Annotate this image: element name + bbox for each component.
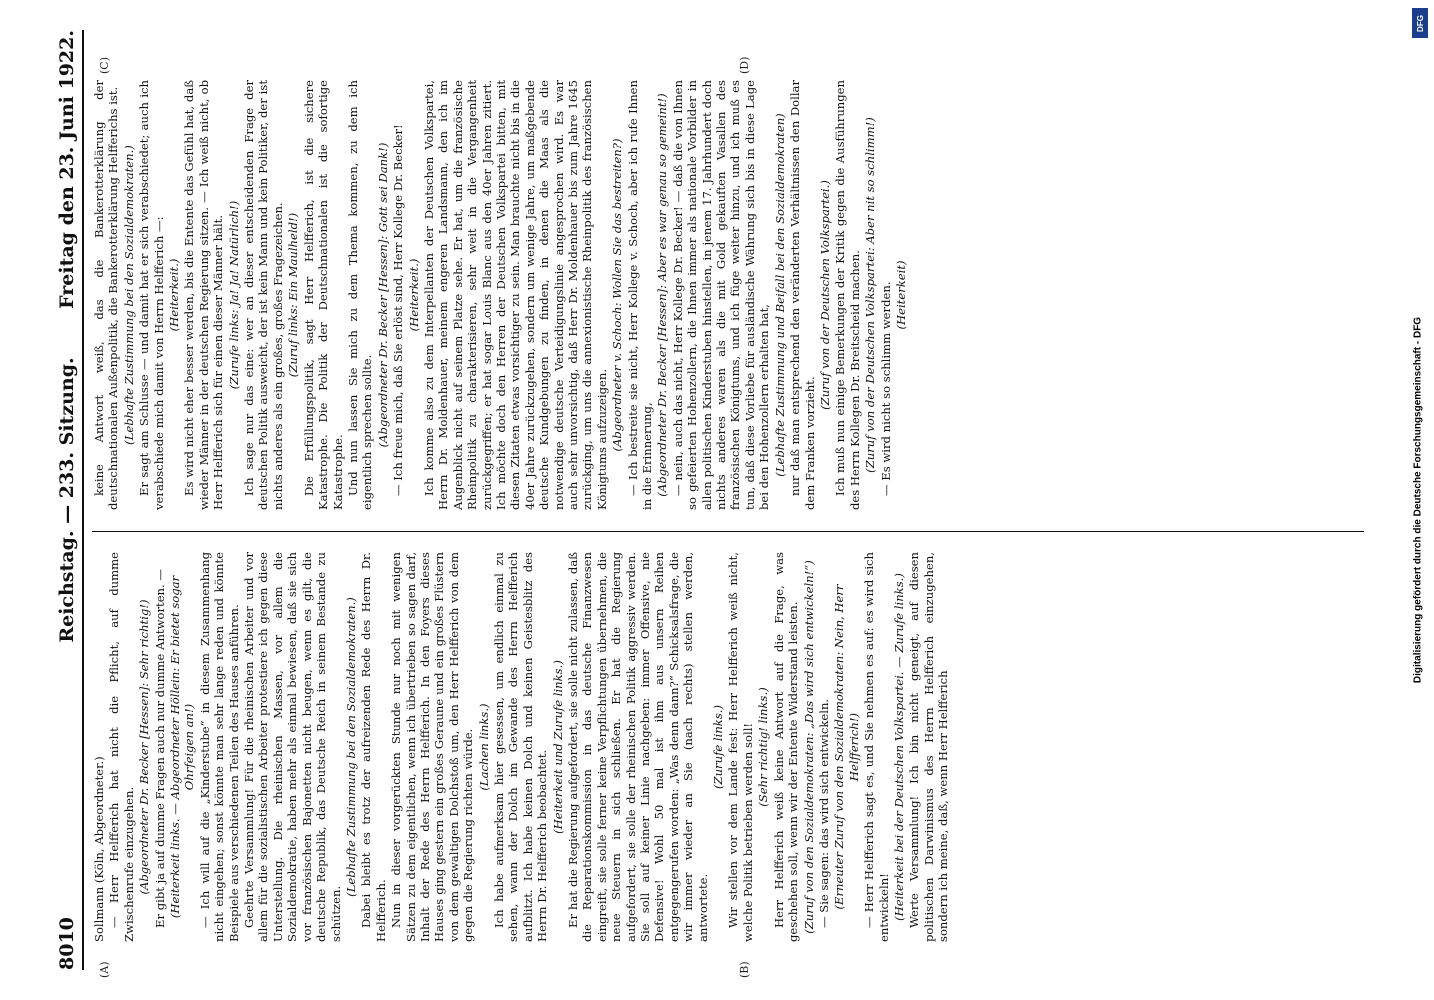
- paragraph: Die Erfüllungspolitik, sagt Herr Helfferich, ist die sichere Katastrophe. Die Politik der Deutschnationalen ist die sofortige Katastrophe.: [301, 80, 345, 510]
- paragraph: Und nun lassen Sie mich zu dem Thema kommen, zu dem ich eigentlich sprechen sollte.: [345, 80, 375, 510]
- margin-marker-d: (D): [738, 56, 751, 74]
- margin-marker-a: (A): [98, 961, 111, 978]
- paragraph: — Sie sagen: das wird sich entwickeln.: [816, 698, 831, 928]
- paragraph: Es wird nicht eher besser werden, bis die Entente das Gefühl hat, daß wieder Männer in der deutschen Regierung sitzen. — Ich weiß nicht, ob Herr Helfferich sich für einen dieser Männer hält.: [182, 80, 226, 510]
- interjection: (Abgeordneter v. Schoch: Wollen Sie das bestreiten?): [610, 138, 625, 452]
- rotated-page: [48, 20, 1368, 980]
- interjection: (Abgeordneter Dr. Becker [Hessen]: Aber es war genau so gemeint!): [655, 93, 670, 497]
- interjection: (Zurufe links.): [711, 705, 726, 789]
- interjection: (Heiterkeit.): [406, 258, 421, 332]
- paragraph: — Es wird nicht so schlimm werden.: [878, 281, 893, 496]
- paragraph: nur daß man entsprechend den veränderten Verhältnissen den Dollar dem Franken vorzieht.: [788, 80, 817, 510]
- paragraph: Werte Versammlung! Ich bin nicht geneigt, auf diesen politischen Darwinismus des Herrn Helfferich einzugehen, sondern ich meine, daß, wenn Herr Helfferich: [907, 552, 951, 942]
- paragraph: Geehrte Versammlung! Für die rheinischen Arbeiter und vor allem für die sozialistischen Arbeiter protestiere ich gegen diese Unterstellung. Die rheinischen Massen, vor allem die Sozialdemokratie, haben mehr als einmal bewiesen, daß sie sich vor französischen Bajonetten nicht beugen, wenn es gilt, die deutsche Republik, das Deutsche Reich in seinem Bestande zu schützen.: [242, 552, 343, 942]
- digitization-credit: Digitalisierung gefördert durch die Deutsche Forschungsgemeinschaft - DFG: [1412, 316, 1424, 684]
- interjection: (Lebhafte Zustimmung bei den Sozialdemokraten.): [121, 145, 136, 445]
- interjection: (Heiterkeit und Zurufe links.): [550, 660, 565, 834]
- interjection: (Lebhafte Zustimmung bei den Sozialdemokraten.): [343, 597, 358, 897]
- interjection: (Abgeordneter Dr. Becker [Hessen]: Sehr richtig!): [137, 599, 152, 895]
- paragraph: — Herr Helfferich sagt es, und Sie nehmen es auf: es wird sich entwickeln!: [862, 552, 891, 942]
- interjection: (Zuruf links: Ein Maulheld!): [286, 212, 301, 378]
- page-number: 8010: [56, 917, 78, 970]
- paragraph: — Ich freue mich, daß Sie erlöst sind, Herr Kollege Dr. Becker!: [391, 124, 406, 496]
- paragraph: Wir stellen vor dem Lande fest: Herr Helfferich weiß nicht, welche Politik betrieben werden soll!: [726, 552, 755, 942]
- paragraph: Er gibt ja auf dumme Fragen auch nur dumme Antworten. —: [152, 569, 167, 928]
- interjection: (Heiterkeit bei der Deutschen Volkspartei. — Zurufe links.): [891, 573, 906, 921]
- paragraph: Ich sage nur das eine: wer an dieser entscheidenden Frage der deutschen Politik ausweicht, der ist kein Mann und kein Politiker, der ist nichts anderes als ein großes, großes Fragezeichen.: [242, 80, 285, 510]
- interjection: (Lebhafte Zustimmung und Beifall bei den Sozialdemokraten): [772, 113, 787, 477]
- interjection: (Zuruf von den Sozialdemokraten: „Das wird sich entwickeln!“): [801, 560, 816, 934]
- interjection: (Heiterkeit.): [167, 258, 182, 332]
- paragraph: Ich muß nun einige Bemerkungen der Kritik gegen die Ausführungen des Herrn Kollegen Dr. Breitscheid machen.: [833, 80, 862, 510]
- text-column-right: [92, 80, 1364, 510]
- paragraph: Er sagt am Schlusse — und damit hat er sich verabschiedet; auch ich verabschiede mich damit von Herrn Helfferich —:: [137, 80, 166, 510]
- interjection: (Sehr richtig! links.): [756, 687, 771, 807]
- interjection: (Zuruf von der Deutschen Volkspartei.): [817, 180, 832, 410]
- paragraph: — Ich will auf die „Kinderstube“ in diesem Zusammenhang nicht eingehen; sonst könnte man sehr lange reden und könnte Beispiele aus verschiedenen Teilen des Hauses anführen.: [197, 552, 241, 942]
- page-header: [52, 30, 84, 970]
- paragraph: keine Antwort weiß, das die Bankerotterklärung der deutschnationalen Außenpolitik, die Bankerotterklärung Helfferichs ist.: [92, 80, 121, 510]
- text-column-left: [92, 552, 1364, 942]
- paragraph: Herr Helfferich weiß keine Antwort auf die Frage, was geschehen soll, wenn wir der Entente Widerstand leisten.: [771, 552, 801, 942]
- paragraph: Ich komme also zu dem Interpellanten der Deutschen Volkspartei, Herrn Dr. Moldenhauer, meinem engeren Landsmann, den ich im Augenblick nicht auf seinem Platze sehe. Er hat, um die französische Rheinpolitik zu charakterisieren, sehr weit in die Vergangenheit zurückgegriffen; er hat sogar Louis Blanc aus den 40er Jahren zitiert. Ich möchte doch den Herren der Deutschen Volkspartei bitten, mit diesen Zitaten etwas vorsichtiger zu sein. Man brauchte nicht bis in die 40er Jahre zurückzugehen, sondern um wenige Jahre, um maßgebende deutsche Kundgebungen zu finden, in denen die Maas als die notwendige deutsche Verteidigungslinie angesprochen wird. Es war auch sehr unvorsichtig, daß Herr Dr. Moldenhauer bis zum Jahre 1645 zurückging, um uns die annexionistische Rheinpolitik des französischen Königtums aufzuzeigen.: [421, 80, 609, 510]
- interjection: (Zuruf von der Deutschen Volkspartei: Aber nit so schlimm!): [863, 117, 878, 473]
- paragraph: Ich habe aufmerksam hier gesessen, um endlich einmal zu sehen, wann der Dolch im Gewande des Herrn Helfferich aufblitzt. Ich habe keinen Dolch und keinen Geistesblitz des Herrn Dr. Helfferich beobachtet.: [491, 552, 550, 942]
- paragraph: Nun in dieser vorgerückten Stunde nur noch mit wenigen Sätzen zu dem eigentlichen, wenn ich übertrieben so sagen darf, Inhalt der Rede des Herrn Helfferich. In den Foyers dieses Hauses ging gestern ein großes Geraune und ein großes Flüstern von dem gewaltigen Dolchstoß um, den Herr Helfferich von dem gegen die Regierung richten würde.: [389, 552, 476, 942]
- margin-marker-b: (B): [738, 961, 751, 978]
- interjection: (Erneuter Zuruf von den Sozialdemokraten: Nein, Herr Helfferich!): [832, 584, 861, 910]
- paragraph: — Herr Helfferich hat nicht die Pflicht, auf dumme Zwischenrufe einzugehen.: [107, 552, 136, 942]
- column-divider: [92, 531, 1364, 532]
- paragraph: Dabei bleibt es trotz der aufreizenden Rede des Herrn Dr. Helfferich.: [359, 552, 388, 942]
- interjection: (Zurufe links: Ja! Ja! Natürlich!): [226, 200, 241, 390]
- interjection: (Heiterkeit links. — Abgeordneter Höllein: Er bietet sogar Ohrfeigen an!): [168, 575, 197, 919]
- paragraph: — nein, auch das nicht, Herr Kollege Dr. Becker! — daß die von Ihnen so gefeierten Hohenzollern, die Ihnen immer als nationale Vorbilder in allen politischen Kinderstuben hinstellen, in jenem 17. Jahrhundert doch nichts anderes waren als die mit Gold gekauften Vasallen des französischen Königtums, und ich füge weiter hinzu, und ich muß es tun, daß diese Vorliebe für ausländische Währung sich bis in diese Lage bei den Hohenzollern erhalten hat,: [670, 80, 772, 510]
- interjection: (Abgeordneter Dr. Becker [Hessen]: Gott sei Dank!): [375, 142, 390, 448]
- margin-marker-c: (C): [98, 57, 111, 74]
- session-title: Reichstag. — 233. Sitzung.: [56, 357, 78, 643]
- speaker-line: Sollmann (Köln, Abgeordneter.): [92, 756, 106, 942]
- interjection: (Heiterkeit): [893, 260, 908, 330]
- session-date: Freitag den 23. Juni 1922.: [56, 30, 78, 309]
- paragraph: — Ich bestreite sie nicht, Herr Kollege v. Schoch, aber ich rufe Ihnen in die Erinnerung,: [625, 80, 655, 510]
- dfg-logo: DFG: [1412, 8, 1428, 38]
- paragraph: Er hat die Regierung aufgefordert, sie solle nicht zulassen, daß die Reparationskommission in das deutsche Finanzwesen eingreift, sie solle ferner keine Verpflichtungen übernehmen, die neue Steuern in sich schließen. Er hat die Regierung aufgefordert, sie solle der rheinischen Politik aggressiv werden. Sie soll auf keiner Linie nachgeben: immer Offensive, nie Defensive! Wohl 50 mal ist ihm aus unsern Reihen entgegengerufen worden: „Was denn dann?“ Schicksalsfrage, die wir immer wieder an Sie (nach rechts) stellen werden, antwortete.: [566, 552, 710, 942]
- interjection: (Lachen links.): [476, 703, 491, 791]
